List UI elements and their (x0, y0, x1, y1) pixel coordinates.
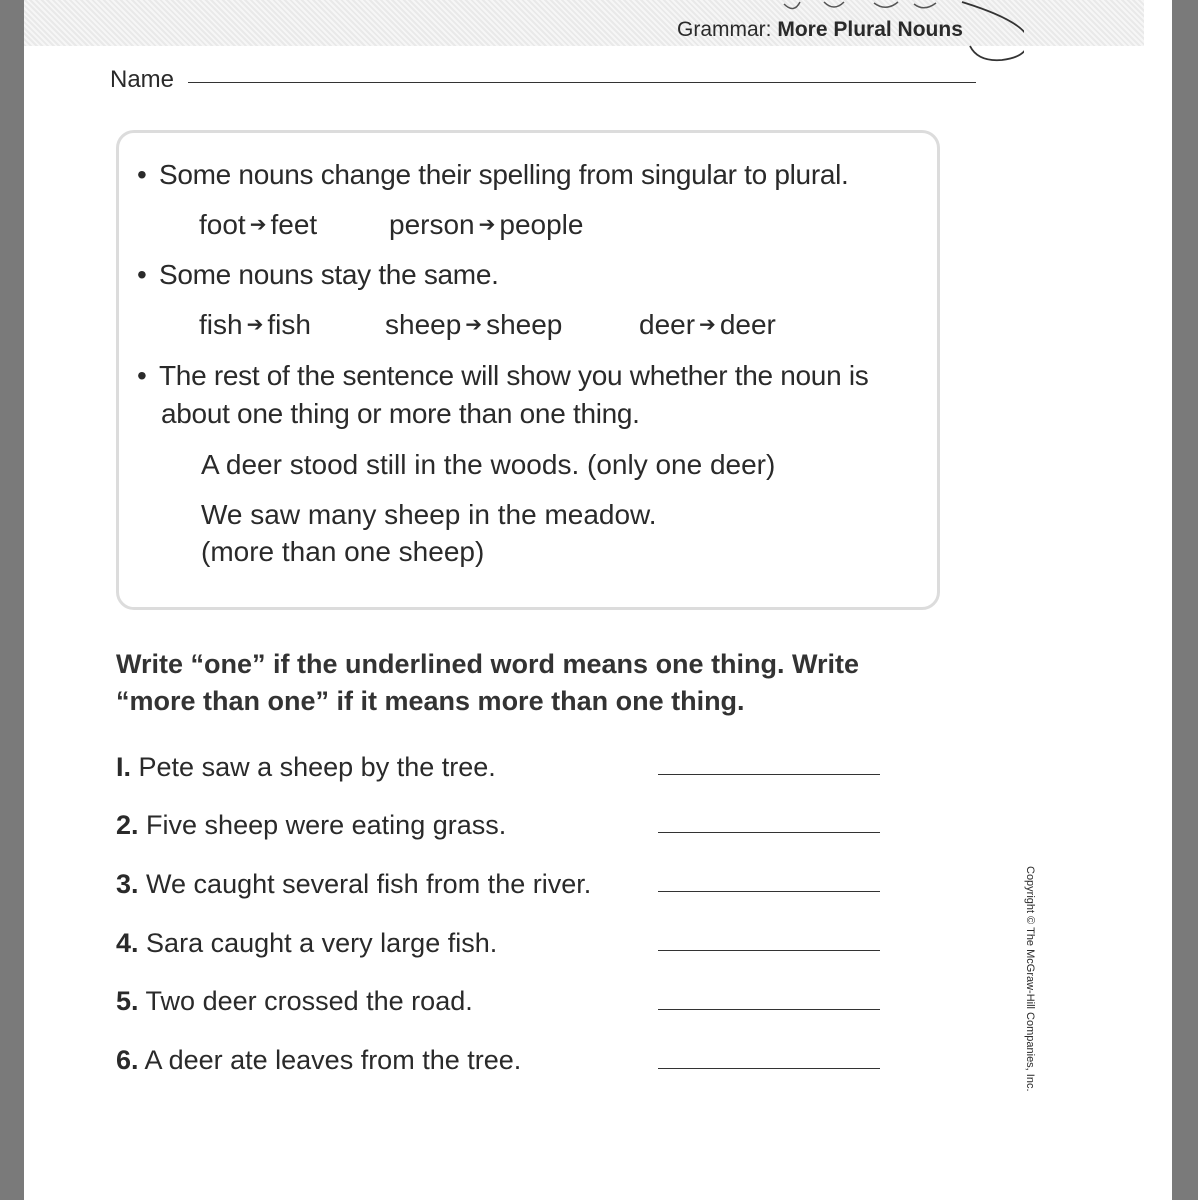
answer-line-4[interactable] (658, 950, 880, 951)
rule-bullet-3-cont: about one thing or more than one thing. (161, 398, 640, 429)
example-pair (199, 209, 317, 241)
name-label: Name (110, 66, 175, 93)
question-number: 2. (116, 810, 139, 840)
question-6 (116, 1045, 521, 1076)
example-sentence-2: We saw many sheep in the meadow. (201, 499, 657, 530)
arrow-icon: ➔ (249, 214, 267, 236)
arrow-icon: ➔ (246, 314, 264, 336)
question-4 (116, 928, 497, 959)
rule-text: Some nouns stay the same. (159, 259, 499, 290)
example-to: deer (719, 309, 776, 340)
bullet-dot: • (137, 360, 147, 391)
worksheet-page (24, 0, 1172, 1200)
question-1 (116, 752, 496, 783)
example-to: fish (267, 309, 311, 340)
bullet-dot: • (137, 259, 147, 290)
arrow-icon: ➔ (465, 314, 483, 336)
example-pair (639, 309, 776, 341)
answer-line-2[interactable] (658, 832, 880, 833)
rules-box (116, 130, 940, 610)
example-pair (389, 209, 583, 241)
bullet-dot: • (137, 159, 147, 190)
question-3 (116, 869, 591, 900)
question-text: Two deer crossed the road. (145, 986, 473, 1016)
rule-bullet-3 (137, 360, 869, 392)
example-to: people (499, 209, 584, 240)
example-from: foot (199, 209, 246, 240)
question-text: We caught several fish from the river. (146, 869, 592, 899)
example-from: fish (199, 309, 243, 340)
question-text: Five sheep were eating grass. (146, 810, 507, 840)
question-number: I. (116, 752, 132, 782)
answer-line-1[interactable] (658, 774, 880, 775)
example-to: sheep (486, 309, 563, 340)
example-from: deer (639, 309, 696, 340)
rule-bullet-2 (137, 259, 499, 291)
question-number: 5. (116, 986, 139, 1016)
arrow-icon: ➔ (478, 214, 496, 236)
example-from: sheep (385, 309, 462, 340)
page-title (677, 18, 963, 42)
title-main: More Plural Nouns (777, 18, 963, 41)
name-input-line[interactable] (188, 82, 976, 83)
example-sentence-2-note: (more than one sheep) (201, 536, 485, 567)
rule-bullet-1 (137, 159, 849, 191)
question-number: 4. (116, 928, 139, 958)
example-from: person (389, 209, 475, 240)
question-number: 6. (116, 1045, 139, 1075)
answer-line-5[interactable] (658, 1009, 880, 1010)
question-text: Sara caught a very large fish. (146, 928, 498, 958)
question-5 (116, 986, 473, 1017)
answer-line-3[interactable] (658, 891, 880, 892)
rule-text: Some nouns change their spelling from singular to plural. (159, 159, 849, 190)
rule-text: The rest of the sentence will show you whether the noun is (159, 360, 869, 391)
answer-line-6[interactable] (658, 1068, 880, 1069)
question-text: Pete saw a sheep by the tree. (138, 752, 496, 782)
title-prefix: Grammar: (677, 18, 772, 41)
question-text: A deer ate leaves from the tree. (144, 1045, 522, 1075)
example-to: feet (270, 209, 318, 240)
example-pair (199, 309, 311, 341)
arrow-icon: ➔ (699, 314, 716, 336)
question-number: 3. (116, 869, 139, 899)
example-sentence-1: A deer stood still in the woods. (only one deer) (201, 449, 776, 480)
instructions: Write “one” if the underlined word means one thing. Write “more than one” if it means more than one thing. (116, 649, 860, 716)
question-2 (116, 810, 506, 841)
example-pair (385, 309, 562, 341)
copyright-notice (1024, 866, 1036, 1096)
copyright-text: Copyright © The McGraw-Hill Companies, Inc. (1024, 866, 1036, 1092)
